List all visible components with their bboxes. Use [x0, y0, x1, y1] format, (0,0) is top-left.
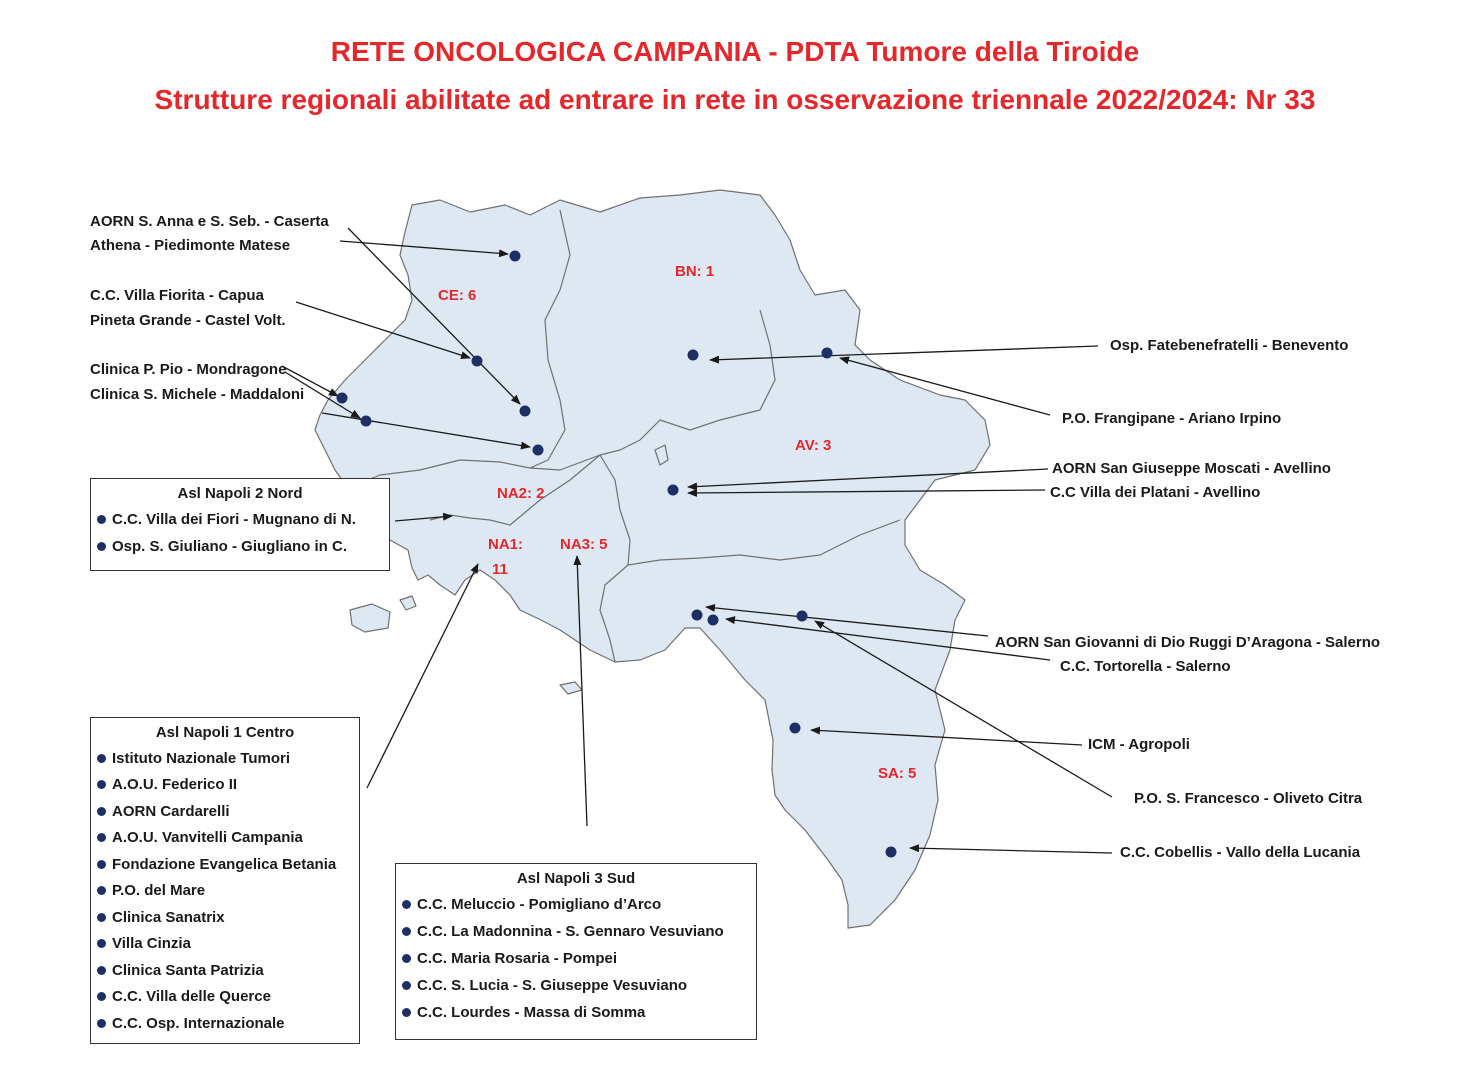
region-code-av: AV: 3	[795, 437, 832, 454]
structure-dot	[337, 393, 348, 404]
label-icm: ICM - Agropoli	[1088, 736, 1190, 753]
structure-dot	[708, 615, 719, 626]
box-asl-napoli-1-centro	[90, 717, 360, 1044]
structure-dot	[668, 485, 679, 496]
list-item: Clinica Sanatrix	[97, 904, 359, 931]
bullet-dot	[97, 542, 106, 551]
bullet-dot	[402, 1008, 411, 1017]
bullet-dot	[97, 992, 106, 1001]
box-title: Asl Napoli 2 Nord	[177, 485, 303, 502]
label-pineta: Pineta Grande - Castel Volt.	[90, 312, 286, 329]
region-code-na1-count: 11	[492, 561, 508, 578]
region-code-na3: NA3: 5	[560, 536, 608, 553]
region-code-sa: SA: 5	[878, 765, 917, 782]
list-item: C.C. S. Lucia - S. Giuseppe Vesuviano	[402, 972, 756, 999]
bullet-dot	[97, 515, 106, 524]
box-asl-napoli-2-nord	[90, 478, 390, 571]
bullet-dot	[402, 927, 411, 936]
structure-dot	[790, 723, 801, 734]
list-item: A.O.U. Vanvitelli Campania	[97, 825, 359, 852]
bullet-dot	[97, 966, 106, 975]
list-item: Villa Cinzia	[97, 931, 359, 958]
structure-dot	[822, 348, 833, 359]
list-item: C.C. Villa dei Fiori - Mugnano di N.	[97, 506, 389, 533]
list-item: AORN Cardarelli	[97, 798, 359, 825]
list-item: P.O. del Mare	[97, 878, 359, 905]
label-platani: C.C Villa dei Platani - Avellino	[1050, 484, 1261, 501]
list-item: C.C. La Madonnina - S. Gennaro Vesuviano	[402, 918, 756, 945]
list-item: Fondazione Evangelica Betania	[97, 851, 359, 878]
label-athena: Athena - Piedimonte Matese	[90, 237, 291, 254]
bullet-dot	[97, 754, 106, 763]
structure-dot	[692, 610, 703, 621]
label-pio: Clinica P. Pio - Mondragone	[90, 361, 287, 378]
structure-dot	[361, 416, 372, 427]
bullet-dot	[97, 1019, 106, 1028]
region-code-ce: CE: 6	[438, 287, 477, 304]
label-cobellis: C.C. Cobellis - Vallo della Lucania	[1120, 844, 1361, 861]
map-subtitle: Strutture regionali abilitate ad entrare in rete in osservazione triennale 2022/2024: Nr 33	[154, 84, 1316, 115]
structure-dot	[797, 611, 808, 622]
list-item: C.C. Lourdes - Massa di Somma	[402, 999, 756, 1026]
list-item: C.C. Villa delle Querce	[97, 984, 359, 1011]
region-code-na1: NA1:	[488, 536, 524, 553]
bullet-dot	[97, 939, 106, 948]
list-item: Clinica Santa Patrizia	[97, 957, 359, 984]
label-michele: Clinica S. Michele - Maddaloni	[90, 386, 305, 403]
label-oliveto: P.O. S. Francesco - Oliveto Citra	[1134, 790, 1363, 807]
label-ruggi: AORN San Giovanni di Dio Ruggi D’Aragona - Salerno	[995, 634, 1381, 651]
box-asl-napoli-3-sud	[395, 863, 757, 1040]
bullet-dot	[97, 860, 106, 869]
label-frangipane: P.O. Frangipane - Ariano Irpino	[1062, 410, 1282, 427]
structure-dot	[533, 445, 544, 456]
arrow-cobellis	[910, 848, 1112, 853]
structure-dot	[520, 406, 531, 417]
bullet-dot	[402, 900, 411, 909]
arrow-box-na1	[367, 564, 478, 788]
bullet-dot	[97, 833, 106, 842]
bullet-dot	[402, 954, 411, 963]
box-title: Asl Napoli 1 Centro	[155, 724, 295, 741]
bullet-dot	[97, 913, 106, 922]
ischia-island	[350, 604, 390, 632]
label-fatebenefratelli: Osp. Fatebenefratelli - Benevento	[1110, 337, 1349, 354]
list-item: C.C. Meluccio - Pomigliano d’Arco	[402, 891, 756, 918]
structure-dot	[472, 356, 483, 367]
region-code-na2: NA2: 2	[497, 485, 545, 502]
bullet-dot	[97, 807, 106, 816]
structure-dot	[510, 251, 521, 262]
label-villa-fiorita: C.C. Villa Fiorita - Capua	[90, 287, 264, 304]
box-title: Asl Napoli 3 Sud	[516, 870, 636, 887]
list-item: A.O.U. Federico II	[97, 772, 359, 799]
capri-island	[560, 682, 582, 694]
bullet-dot	[402, 981, 411, 990]
label-tortorella: C.C. Tortorella - Salerno	[1060, 658, 1231, 675]
bullet-dot	[97, 886, 106, 895]
list-item: Istituto Nazionale Tumori	[97, 745, 359, 772]
map-title: RETE ONCOLOGICA CAMPANIA - PDTA Tumore della Tiroide	[330, 36, 1140, 67]
procida-island	[400, 596, 416, 610]
list-item: C.C. Osp. Internazionale	[97, 1010, 359, 1037]
region-code-bn: BN: 1	[675, 263, 715, 280]
list-item: Osp. S. Giuliano - Giugliano in C.	[97, 533, 389, 560]
structure-dot	[886, 847, 897, 858]
label-moscati: AORN San Giuseppe Moscati - Avellino	[1052, 460, 1331, 477]
campania-region-shape	[315, 190, 990, 928]
structure-dot	[688, 350, 699, 361]
list-item: C.C. Maria Rosaria - Pompei	[402, 945, 756, 972]
label-aorn-caserta: AORN S. Anna e S. Seb. - Caserta	[90, 213, 329, 230]
bullet-dot	[97, 780, 106, 789]
